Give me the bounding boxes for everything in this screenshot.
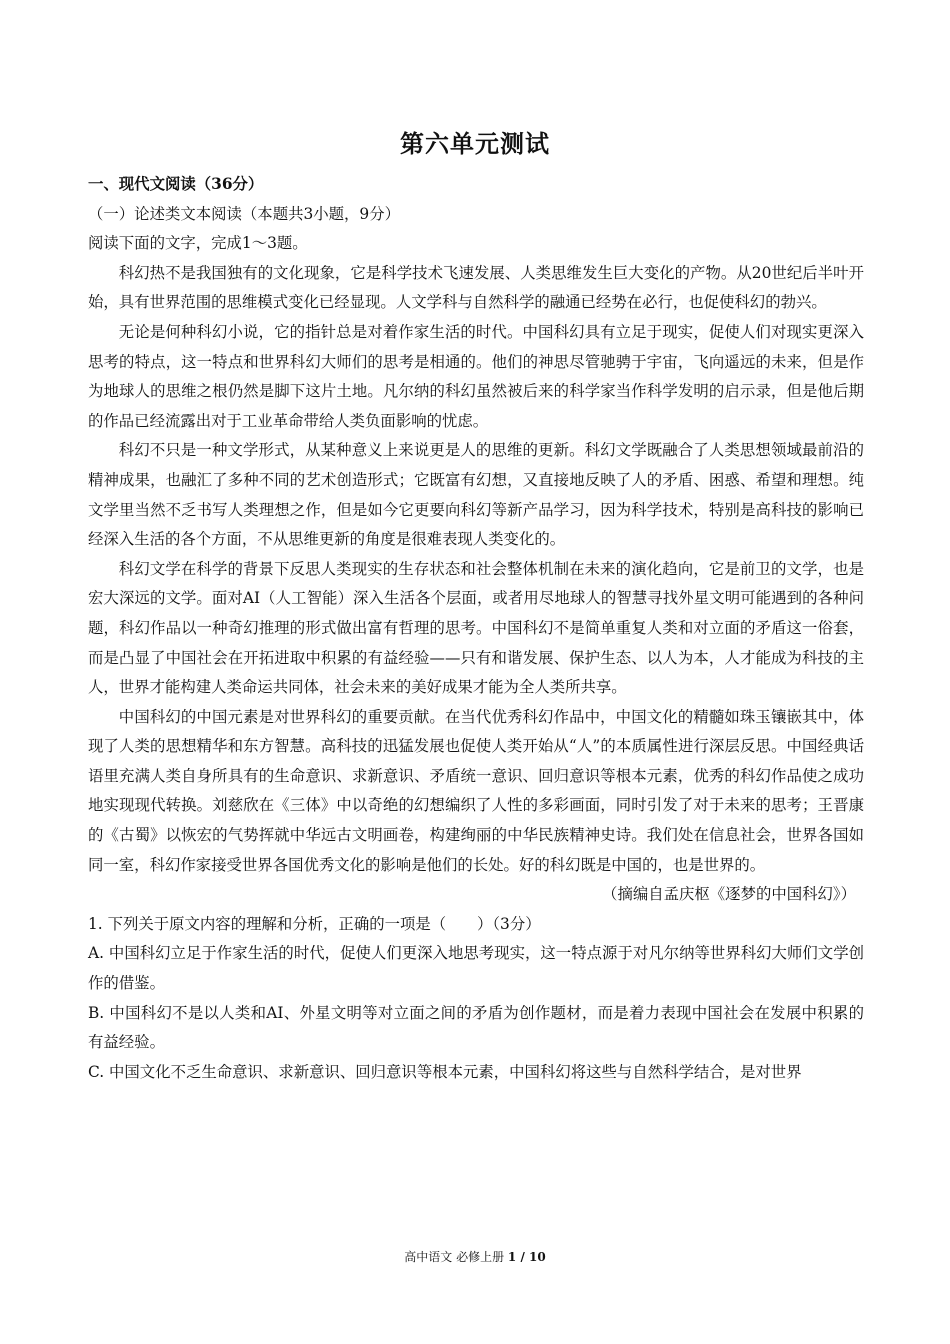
question-1-option-a: A. 中国科幻立足于作家生活的时代，促使人们更深入地思考现实，这一特点源于对凡尔纳等世界科幻大师们文学创作的借鉴。 — [88, 944, 864, 993]
passage-paragraph-3: 科幻不只是一种文学形式，从某种意义上来说更是人的思维的更新。科幻文学既融合了人类思想领域最前沿的精神成果，也融汇了多种不同的艺术创造形式；它既富有幻想，又直接地反映了人的矛盾、困惑、希望和理想。纯文学里当然不乏书写人类理想之作，但是如今它更要向科幻等新产品学习，因为科学技术，特别是高科技的影响已经深入生活的各个方面，不从思维更新的角度是很难表现人类变化的。 — [88, 441, 864, 549]
question-1-stem: 1. 下列关于原文内容的理解和分析，正确的一项是（ ）（3分） — [88, 914, 541, 933]
document-body — [88, 170, 864, 1087]
passage-paragraph-4: 科幻文学在科学的背景下反思人类现实的生存状态和社会整体机制在未来的演化趋向，它是前卫的文学，也是宏大深远的文学。面对AI（人工智能）深入生活各个层面，或者用尽地球人的智慧寻找外星文明可能遇到的各种问题，科幻作品以一种奇幻推理的形式做出富有哲理的思考。中国科幻不是简单重复人类和对立面的矛盾这一俗套，而是凸显了中国社会在开拓进取中积累的有益经验——只有和谐发展、保护生态、以人为本，人才能成为科技的主人，世界才能构建人类命运共同体，社会未来的美好成果才能为全人类所共享。 — [88, 559, 864, 697]
footer-label: 高中语文 必修上册 — [404, 1250, 508, 1264]
passage-paragraph-2: 无论是何种科幻小说，它的指针总是对着作家生活的时代。中国科幻具有立足于现实，促使人们对现实更深入思考的特点，这一特点和世界科幻大师们的思考是相通的。他们的神思尽管驰骋于宇宙，飞向遥远的未来，但是作为地球人的思维之根仍然是脚下这片土地。凡尔纳的科幻虽然被后来的科学家当作科学发明的启示录，但是他后期的作品已经流露出对于工业革命带给人类负面影响的忧虑。 — [88, 322, 864, 430]
question-1-option-c: C. 中国文化不乏生命意识、求新意识、回归意识等根本元素，中国科幻将这些与自然科学结合，是对世界 — [88, 1062, 802, 1081]
page-number: 1 / 10 — [507, 1250, 546, 1264]
passage-paragraph-1: 科幻热不是我国独有的文化现象，它是科学技术飞速发展、人类思维发生巨大变化的产物。从20世纪后半叶开始，具有世界范围的思维模式变化已经显现。人文学科与自然科学的融通已经势在必行，也促使科幻的勃兴。 — [88, 263, 864, 312]
subsection-heading: （一）论述类文本阅读（本题共3小题，9分） — [88, 204, 401, 223]
passage-source: （摘编自孟庆枢《逐梦的中国科幻》） — [602, 885, 856, 904]
page-title: 第六单元测试 — [400, 129, 550, 158]
reading-instruction: 阅读下面的文字，完成1～3题。 — [88, 234, 308, 253]
question-1-option-b: B. 中国科幻不是以人类和AI、外星文明等对立面之间的矛盾为创作题材，而是着力表现中国社会在发展中积累的有益经验。 — [88, 1003, 864, 1052]
section-heading: 一、现代文阅读（36分） — [88, 175, 264, 193]
passage-paragraph-5: 中国科幻的中国元素是对世界科幻的重要贡献。在当代优秀科幻作品中，中国文化的精髓如珠玉镶嵌其中，体现了人类的思想精华和东方智慧。高科技的迅猛发展也促使人类开始从“人”的本质属性进行深层反思。中国经典话语里充满人类自身所具有的生命意识、求新意识、矛盾统一意识、回归意识等根本元素，优秀的科幻作品使之成功地实现现代转换。刘慈欣在《三体》中以奇绝的幻想编织了人性的多彩画面，同时引发了对于未来的思考；王晋康的《古蜀》以恢宏的气势挥就中华远古文明画卷，构建绚丽的中华民族精神史诗。我们处在信息社会，世界各国如同一室，科幻作家接受世界各国优秀文化的影响是他们的长处。好的科幻既是中国的，也是世界的。 — [88, 707, 864, 874]
page-footer — [0, 1248, 950, 1265]
